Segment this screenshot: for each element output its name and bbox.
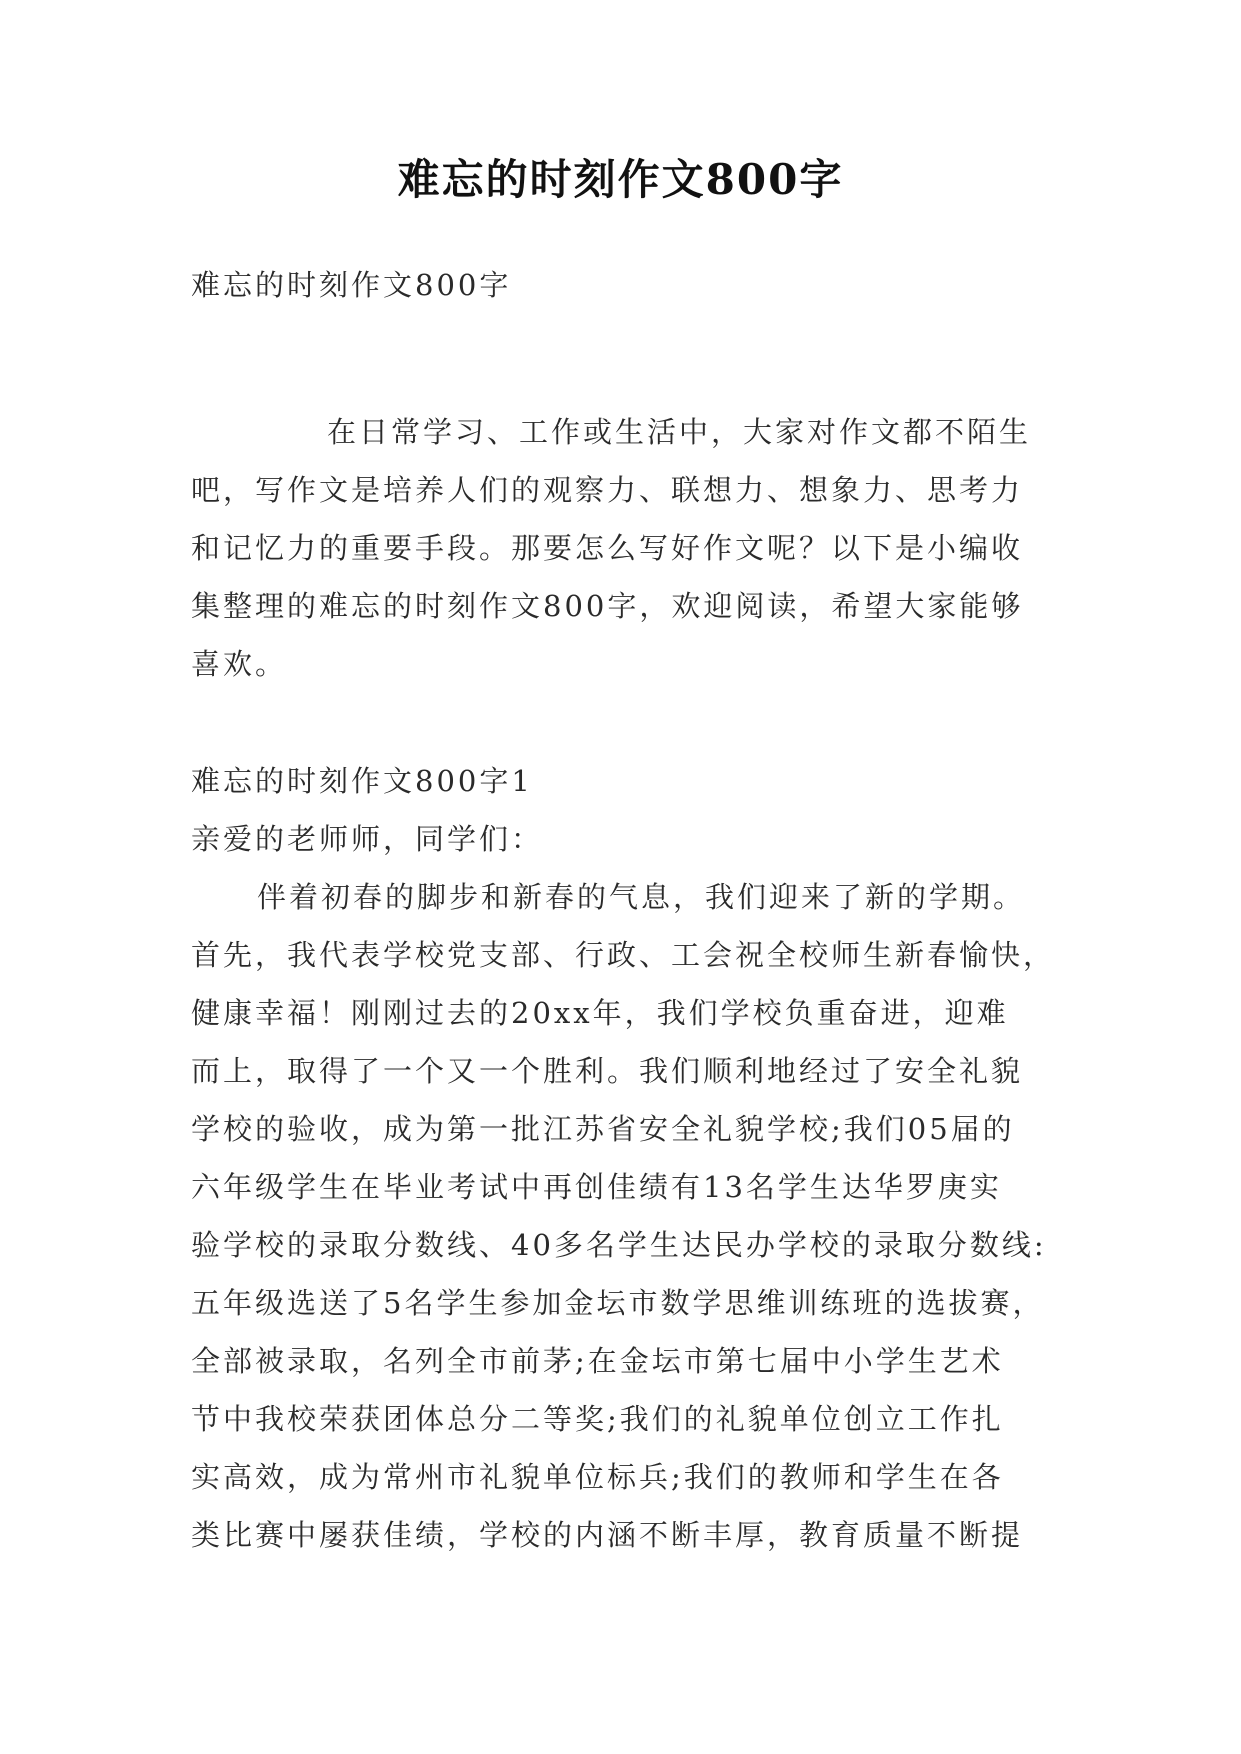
body-line: 全部被录取，名列全市前茅;在金坛市第七届中小学生艺术 [191, 1344, 1004, 1378]
greeting-line: 亲爱的老师师，同学们： [191, 822, 544, 856]
body-line: 节中我校荣获团体总分二等奖;我们的礼貌单位创立工作扎 [191, 1402, 1004, 1436]
intro-paragraph [191, 403, 1051, 693]
body-paragraph [191, 868, 1056, 1564]
intro-line: 集整理的难忘的时刻作文800字，欢迎阅读，希望大家能够 [191, 589, 1024, 623]
body-line: 五年级选送了5名学生参加金坛市数学思维训练班的选拔赛， [191, 1286, 1045, 1320]
intro-line: 和记忆力的重要手段。那要怎么写好作文呢？以下是小编收 [191, 531, 1024, 565]
body-line: 学校的验收，成为第一批江苏省安全礼貌学校;我们05届的 [191, 1112, 1015, 1146]
body-line: 健康幸福！刚刚过去的20xx年，我们学校负重奋进，迎难 [191, 996, 1009, 1030]
document-title: 难忘的时刻作文800字 [397, 155, 844, 204]
body-line: 伴着初春的脚步和新春的气息，我们迎来了新的学期。 [257, 880, 1026, 914]
body-line: 六年级学生在毕业考试中再创佳绩有13名学生达华罗庚实 [191, 1170, 1002, 1204]
body-line: 类比赛中屡获佳绩，学校的内涵不断丰厚，教育质量不断提 [191, 1518, 1024, 1552]
body-line: 首先，我代表学校党支部、行政、工会祝全校师生新春愉快， [191, 938, 1056, 972]
document-subtitle: 难忘的时刻作文800字 [191, 268, 512, 302]
intro-line: 在日常学习、工作或生活中，大家对作文都不陌生 [327, 415, 1032, 449]
body-line: 而上，取得了一个又一个胜利。我们顺利地经过了安全礼貌 [191, 1054, 1024, 1088]
body-line: 验学校的录取分数线、40多名学生达民办学校的录取分数线: [191, 1228, 1047, 1262]
intro-line: 喜欢。 [191, 647, 288, 681]
intro-line: 吧，写作文是培养人们的观察力、联想力、想象力、思考力 [191, 473, 1024, 507]
section-heading: 难忘的时刻作文800字1 [191, 764, 533, 798]
body-line: 实高效，成为常州市礼貌单位标兵;我们的教师和学生在各 [191, 1460, 1004, 1494]
